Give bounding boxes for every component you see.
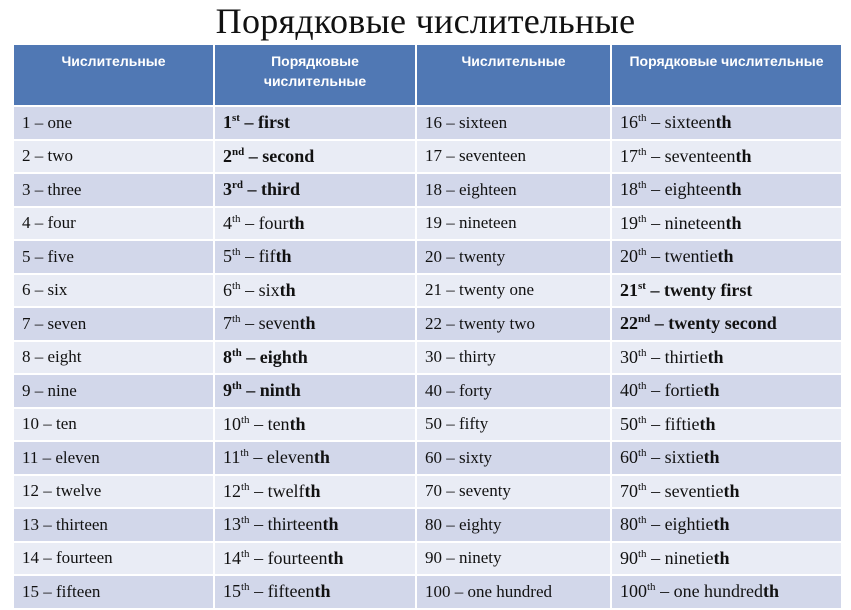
ordinal-word-suffix: th — [763, 581, 780, 602]
ordinal-suffix-superscript: th — [638, 413, 647, 426]
ordinal-word-suffix: th — [313, 447, 330, 468]
ordinal-suffix-superscript: th — [232, 313, 241, 326]
ordinal-cell — [215, 543, 415, 575]
ordinal-word-suffix: th — [703, 380, 720, 401]
cardinal-cell: 14 – fourteen — [14, 543, 213, 575]
table-row — [14, 509, 841, 541]
ordinal-word: fourteen — [267, 547, 328, 568]
dash-separator: – — [646, 514, 665, 535]
ordinal-word: eleven — [266, 447, 314, 468]
ordinal-cell — [612, 308, 841, 340]
ordinal-suffix-superscript: rd — [232, 179, 243, 192]
cardinal-cell: 10 – ten — [14, 409, 213, 441]
dash-separator: – — [646, 547, 665, 568]
ordinal-number: 5 — [223, 246, 232, 267]
ordinal-cell — [215, 476, 415, 508]
ordinal-number: 13 — [223, 514, 241, 535]
cardinal-cell: 7 – seven — [14, 308, 213, 340]
ordinal-cell — [215, 141, 415, 173]
ordinal-cell — [612, 241, 841, 273]
ordinal-suffix-superscript: th — [240, 447, 249, 460]
dash-separator: – — [249, 547, 268, 568]
cardinal-cell: 3 – three — [14, 174, 213, 206]
ordinal-number: 20 — [620, 246, 638, 267]
ordinal-word: ninetie — [664, 547, 714, 568]
ordinal-number: 11 — [223, 447, 241, 468]
dash-separator: – — [244, 145, 263, 166]
ordinal-cell — [215, 375, 415, 407]
ordinal-suffix-superscript: th — [638, 246, 647, 259]
ordinal-word: eightie — [664, 514, 714, 535]
ordinal-word-suffix: th — [699, 413, 716, 434]
cardinal-cell: 9 – nine — [14, 375, 213, 407]
ordinal-suffix-superscript: th — [647, 581, 656, 594]
ordinal-word: fiftie — [664, 413, 700, 434]
dash-separator: – — [646, 346, 665, 367]
ordinal-cell — [612, 442, 841, 474]
cardinal-cell: 13 – thirteen — [14, 509, 213, 541]
ordinal-number: 17 — [620, 145, 638, 166]
ordinal-cell — [215, 308, 415, 340]
ordinal-suffix-superscript: st — [638, 279, 646, 292]
dash-separator: – — [646, 380, 665, 401]
ordinal-word-suffix: th — [723, 480, 740, 501]
table-row — [14, 208, 841, 240]
cardinal-cell: 11 – eleven — [14, 442, 213, 474]
ordinal-number: 12 — [223, 480, 241, 501]
ordinal-word-suffix: th — [327, 547, 344, 568]
dash-separator: – — [248, 447, 267, 468]
table-row — [14, 342, 841, 374]
ordinal-number: 9 — [223, 380, 232, 401]
ordinal-number: 16 — [620, 112, 638, 133]
ordinal-suffix-superscript: th — [638, 112, 647, 125]
dash-separator: – — [241, 346, 260, 367]
cardinal-cell: 21 – twenty one — [417, 275, 610, 307]
ordinal-number: 18 — [620, 179, 638, 200]
cardinal-cell: 4 – four — [14, 208, 213, 240]
ordinal-cell — [215, 509, 415, 541]
ordinal-word: fif — [258, 246, 276, 267]
ordinal-suffix-superscript: th — [232, 212, 241, 225]
cardinal-cell: 12 – twelve — [14, 476, 213, 508]
dash-separator: – — [240, 313, 259, 334]
ordinal-suffix-superscript: th — [638, 179, 647, 192]
ordinal-number: 22 — [620, 313, 638, 334]
ordinal-word: twenty second — [668, 313, 777, 334]
dash-separator: – — [249, 480, 268, 501]
ordinal-number: 19 — [620, 212, 638, 233]
ordinal-word: sixteen — [664, 112, 716, 133]
dash-separator: – — [646, 447, 665, 468]
dash-separator: – — [240, 246, 259, 267]
ordinal-cell — [612, 476, 841, 508]
table-row — [14, 174, 841, 206]
ordinal-word-suffix: th — [288, 212, 305, 233]
table-row — [14, 275, 841, 307]
ordinal-word: eighth — [259, 346, 308, 367]
ordinal-suffix-superscript: th — [241, 547, 250, 560]
ordinal-cell — [612, 543, 841, 575]
dash-separator: – — [655, 581, 674, 602]
cardinal-cell: 90 – ninety — [417, 543, 610, 575]
ordinal-cell — [612, 208, 841, 240]
table-row — [14, 442, 841, 474]
ordinal-cell — [612, 107, 841, 139]
ordinal-word-suffix: th — [299, 313, 316, 334]
ordinal-suffix-superscript: th — [232, 246, 241, 259]
cardinal-cell: 50 – fifty — [417, 409, 610, 441]
ordinal-word: seventeen — [664, 145, 736, 166]
table-row — [14, 107, 841, 139]
ordinal-suffix-superscript: th — [241, 480, 250, 493]
ordinal-suffix-superscript: th — [241, 581, 250, 594]
ordinal-suffix-superscript: th — [638, 380, 647, 393]
cardinal-cell: 6 – six — [14, 275, 213, 307]
ordinal-number: 70 — [620, 480, 638, 501]
ordinal-word: nineteen — [664, 212, 726, 233]
table-row — [14, 543, 841, 575]
ordinal-suffix-superscript: th — [241, 413, 250, 426]
ordinal-suffix-superscript: th — [638, 547, 647, 560]
ordinal-word-suffix: th — [304, 480, 321, 501]
ordinal-word: one hundred — [673, 581, 764, 602]
cardinal-cell: 22 – twenty two — [417, 308, 610, 340]
dash-separator: – — [249, 514, 268, 535]
ordinal-word-suffix: th — [279, 279, 296, 300]
dash-separator: – — [650, 313, 669, 334]
ordinal-suffix-superscript: th — [232, 279, 241, 292]
header-cardinal-2: Числительные — [417, 45, 610, 105]
ordinal-cell — [215, 241, 415, 273]
table-row — [14, 476, 841, 508]
ordinal-number: 21 — [620, 279, 638, 300]
dash-separator: – — [646, 112, 665, 133]
dash-separator: – — [240, 212, 259, 233]
ordinal-number: 14 — [223, 547, 241, 568]
ordinal-word-suffix: th — [289, 413, 306, 434]
cardinal-cell: 40 – forty — [417, 375, 610, 407]
ordinal-number: 1 — [223, 112, 232, 133]
ordinal-suffix-superscript: th — [638, 346, 647, 359]
ordinal-suffix-superscript: nd — [638, 313, 651, 326]
ordinal-number: 60 — [620, 447, 638, 468]
ordinal-word: third — [261, 179, 301, 200]
table-row — [14, 409, 841, 441]
ordinal-suffix-superscript: th — [638, 480, 647, 493]
dash-separator: – — [239, 112, 258, 133]
dash-separator: – — [645, 279, 664, 300]
table-row — [14, 241, 841, 273]
ordinal-word-suffix: th — [735, 145, 752, 166]
cardinal-cell: 70 – seventy — [417, 476, 610, 508]
table-row — [14, 141, 841, 173]
ordinal-number: 10 — [223, 413, 241, 434]
ordinal-word: second — [262, 145, 315, 166]
ordinal-word-suffix: th — [322, 514, 339, 535]
ordinal-cell — [612, 375, 841, 407]
ordinal-cell — [215, 208, 415, 240]
table-row — [14, 308, 841, 340]
cardinal-cell: 15 – fifteen — [14, 576, 213, 608]
ordinal-suffix-superscript: th — [232, 346, 242, 359]
ordinal-word-suffix: th — [713, 547, 730, 568]
ordinal-number: 40 — [620, 380, 638, 401]
ordinal-word: first — [257, 112, 290, 133]
dash-separator: – — [646, 145, 665, 166]
ordinal-word-suffix: th — [314, 581, 331, 602]
ordinal-word: six — [258, 279, 280, 300]
cardinal-cell: 16 – sixteen — [417, 107, 610, 139]
ordinal-word-suffix: th — [725, 212, 742, 233]
header-ordinal-2: Порядковые числительные — [612, 45, 841, 105]
cardinal-cell: 60 – sixty — [417, 442, 610, 474]
ordinal-word: four — [258, 212, 289, 233]
ordinal-cell — [612, 275, 841, 307]
ordinal-cell — [215, 174, 415, 206]
ordinal-cell — [215, 342, 415, 374]
ordinal-number: 15 — [223, 581, 241, 602]
ordinal-cell — [612, 342, 841, 374]
ordinal-number: 2 — [223, 145, 232, 166]
ordinal-word: twenty first — [663, 279, 753, 300]
ordinal-number: 30 — [620, 346, 638, 367]
ordinal-word: sixtie — [664, 447, 704, 468]
dash-separator: – — [646, 179, 665, 200]
page-title: Порядковые числительные — [215, 1, 636, 41]
dash-separator: – — [646, 480, 665, 501]
ordinal-number: 90 — [620, 547, 638, 568]
ordinal-number: 7 — [223, 313, 232, 334]
ordinal-cell — [612, 409, 841, 441]
cardinal-cell: 8 – eight — [14, 342, 213, 374]
ordinal-number: 3 — [223, 179, 232, 200]
ordinal-cell — [612, 174, 841, 206]
ordinal-word: twentie — [664, 246, 718, 267]
dash-separator: – — [249, 581, 268, 602]
ordinal-cell — [215, 107, 415, 139]
dash-separator: – — [240, 279, 259, 300]
dash-separator: – — [646, 246, 665, 267]
table-row — [14, 375, 841, 407]
ordinal-word-suffix: th — [703, 447, 720, 468]
cardinal-cell: 1 – one — [14, 107, 213, 139]
ordinal-word-suffix: th — [707, 346, 724, 367]
ordinal-cell — [612, 509, 841, 541]
ordinal-word: seventie — [664, 480, 724, 501]
ordinal-word: eighteen — [664, 179, 726, 200]
cardinal-cell: 18 – eighteen — [417, 174, 610, 206]
ordinal-suffix-superscript: th — [638, 447, 647, 460]
ordinal-number: 80 — [620, 514, 638, 535]
ordinal-suffix-superscript: th — [241, 514, 250, 527]
ordinal-word-suffix: th — [725, 179, 742, 200]
ordinal-cell — [612, 141, 841, 173]
ordinal-suffix-superscript: st — [232, 112, 240, 125]
dash-separator: – — [249, 413, 268, 434]
cardinal-cell: 2 – two — [14, 141, 213, 173]
ordinal-word: fifteen — [267, 581, 315, 602]
ordinal-word: ninth — [259, 380, 301, 401]
ordinal-suffix-superscript: nd — [232, 145, 245, 158]
ordinal-word-suffix: th — [275, 246, 292, 267]
ordinal-number: 100 — [620, 581, 647, 602]
cardinal-cell: 100 – one hundred — [417, 576, 610, 608]
ordinal-suffix-superscript: th — [638, 212, 647, 225]
ordinal-suffix-superscript: th — [638, 145, 647, 158]
ordinal-word-suffix: th — [713, 514, 730, 535]
cardinal-cell: 30 – thirty — [417, 342, 610, 374]
ordinal-word: seven — [258, 313, 300, 334]
ordinal-word: twelf — [267, 480, 305, 501]
dash-separator: – — [646, 212, 665, 233]
ordinal-suffix-superscript: th — [232, 380, 242, 393]
ordinal-word: thirteen — [267, 514, 323, 535]
ordinal-number: 50 — [620, 413, 638, 434]
ordinal-cell — [215, 275, 415, 307]
cardinal-cell: 80 – eighty — [417, 509, 610, 541]
ordinal-word-suffix: th — [715, 112, 732, 133]
dash-separator: – — [241, 380, 260, 401]
ordinal-cell — [215, 442, 415, 474]
ordinal-word: fortie — [664, 380, 704, 401]
header-cardinal-1: Числительные — [14, 45, 213, 105]
ordinal-number: 8 — [223, 346, 232, 367]
dash-separator: – — [646, 413, 665, 434]
cardinal-cell: 19 – nineteen — [417, 208, 610, 240]
header-ordinal-1: Порядковые числительные — [215, 45, 415, 105]
ordinal-cell — [215, 409, 415, 441]
ordinal-number: 6 — [223, 279, 232, 300]
ordinal-word: thirtie — [664, 346, 708, 367]
table-header-row — [14, 45, 841, 105]
ordinal-numbers-table — [12, 43, 843, 610]
cardinal-cell: 5 – five — [14, 241, 213, 273]
cardinal-cell: 20 – twenty — [417, 241, 610, 273]
dash-separator: – — [243, 179, 261, 200]
ordinal-word: ten — [267, 413, 290, 434]
ordinal-number: 4 — [223, 212, 232, 233]
ordinal-suffix-superscript: th — [638, 514, 647, 527]
ordinal-word-suffix: th — [717, 246, 734, 267]
cardinal-cell: 17 – seventeen — [417, 141, 610, 173]
